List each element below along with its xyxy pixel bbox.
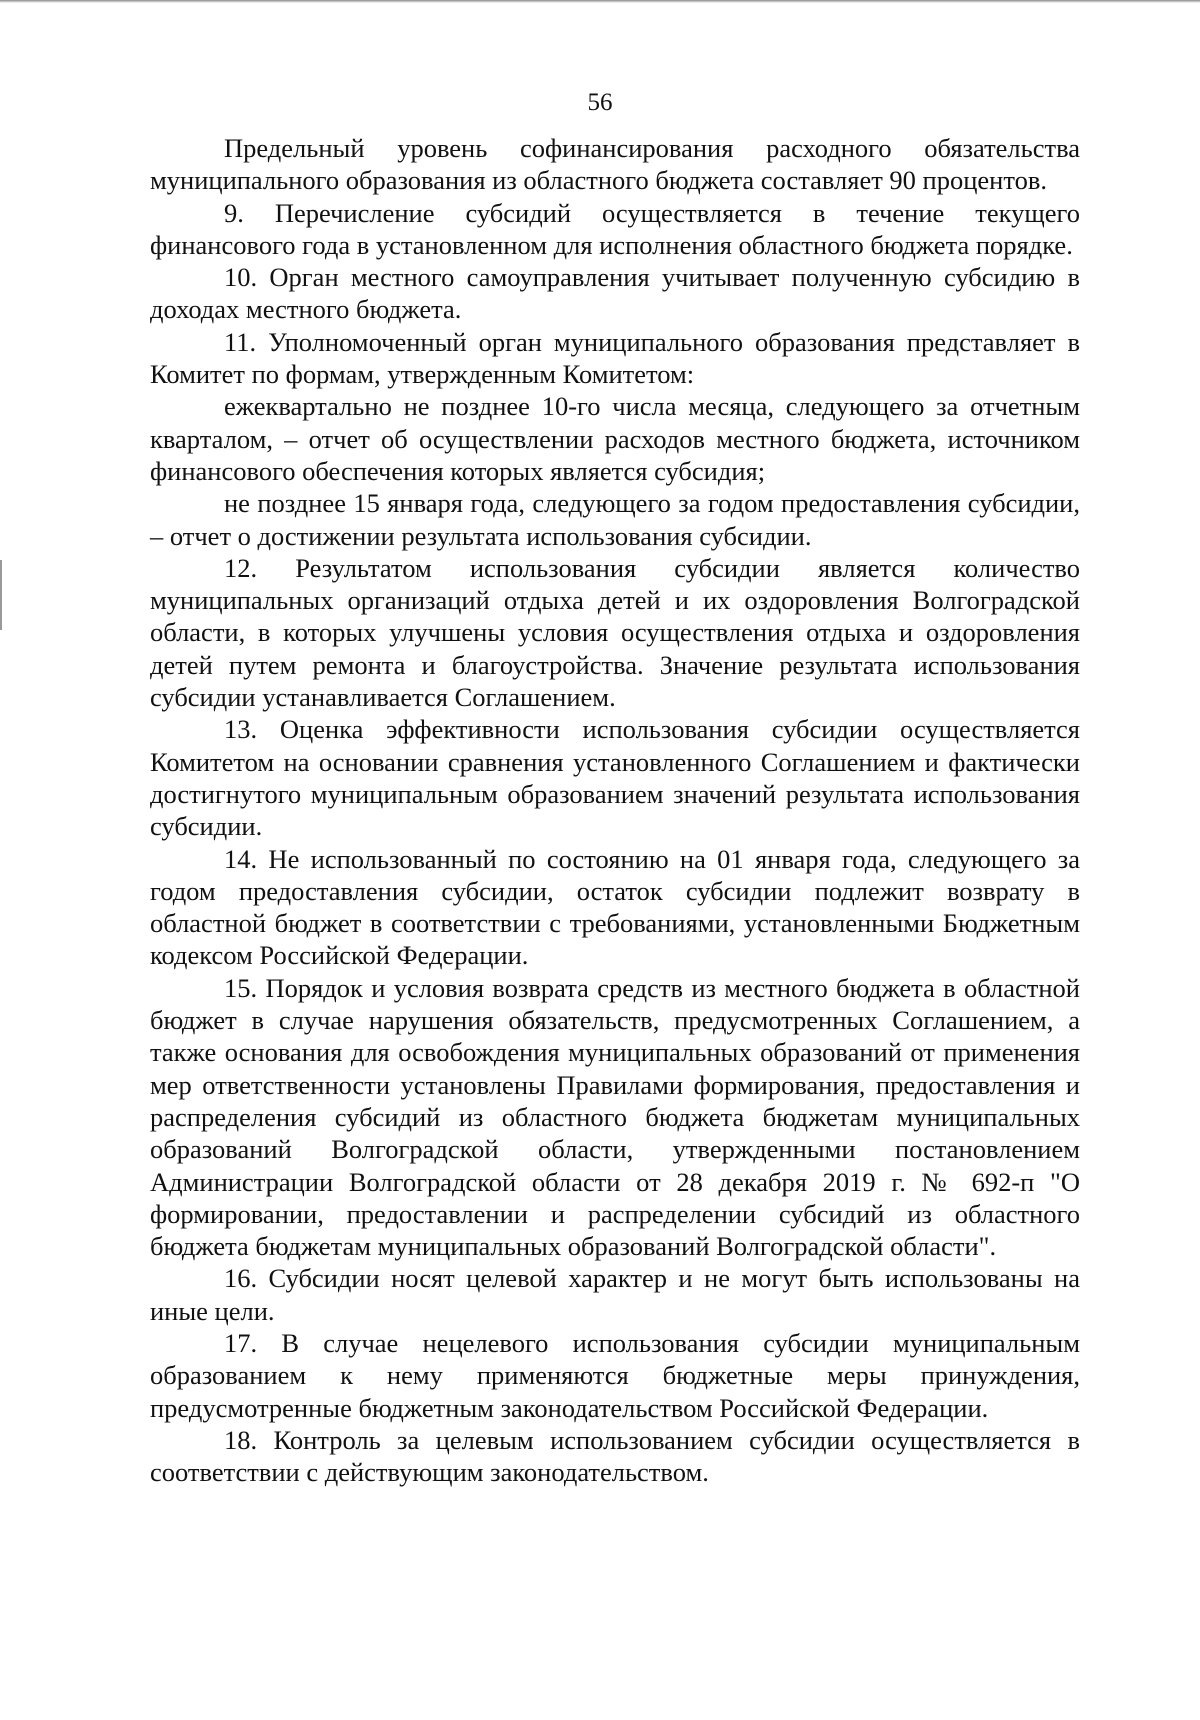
paragraph-12: 12. Результатом использования субсидии является количество муниципальных организаций отдыха детей и их оздоровления Волгоградской области, в которых улучшены условия осуществления отдыха и оздоровления детей путем ремонта и благоустройства. Значение результата использования субсидии устанавливается Соглашением. (150, 552, 1080, 713)
paragraph-17: 17. В случае нецелевого использования субсидии муниципальным образованием к нему применяются бюджетные меры принуждения, предусмотренные бюджетным законодательством Российской Федерации. (150, 1327, 1080, 1423)
paragraph-15: 15. Порядок и условия возврата средств из местного бюджета в областной бюджет в случае нарушения обязательств, предусмотренных Соглашением, а также основания для освобождения муниципальных образований от применения мер ответственности установлены Правилами формирования, предоставления и распределения субсидий из областного бюджета бюджетам муниципальных образований Волгоградской области, утвержденными постановлением Администрации Волгоградской области от 28 декабря 2019 г. № 692-п "О формировании, предоставлении и распределении субсидий из областного бюджета бюджетам муниципальных образований Волгоградской области". (150, 972, 1080, 1262)
paragraph-11-quarterly-report: ежеквартально не позднее 10-го числа месяца, следующего за отчетным кварталом, – отчет об осуществлении расходов местного бюджета, источником финансового обеспечения которых является субсидия; (150, 391, 1080, 486)
paragraph-14: 14. Не использованный по состоянию на 01 января года, следующего за годом предоставления субсидии, остаток субсидии подлежит возврату в областной бюджет в соответствии с требованиями, установленными Бюджетным кодексом Российской Федерации. (150, 843, 1080, 971)
paragraph-10: 10. Орган местного самоуправления учитывает полученную субсидию в доходах местного бюджета. (150, 262, 1080, 325)
paragraph-13: 13. Оценка эффективности использования субсидии осуществляется Комитетом на основании сравнения установленного Соглашением и фактически достигнутого муниципальным образованием значений результата использования субсидии. (150, 714, 1080, 842)
page-number: 56 (587, 89, 613, 116)
scan-edge-top (0, 0, 1200, 3)
paragraph-16: 16. Субсидии носят целевой характер и не могут быть использованы на иные цели. (150, 1263, 1080, 1326)
document-body (150, 132, 1080, 1488)
paragraph-11-annual-report: не позднее 15 января года, следующего за годом предоставления субсидии, – отчет о достижении результата использования субсидии. (150, 488, 1080, 551)
paragraph-18: 18. Контроль за целевым использованием субсидии осуществляется в соответствии с действующим законодательством. (150, 1424, 1080, 1488)
scan-edge-left (0, 560, 2, 630)
paragraph-11: 11. Уполномоченный орган муниципального образования представляет в Комитет по формам, утвержденным Комитетом: (150, 326, 1080, 390)
paragraph-cofinancing-level: Предельный уровень софинансирования расходного обязательства муниципального образования из областного бюджета составляет 90 процентов. (150, 133, 1080, 196)
paragraph-9: 9. Перечисление субсидий осуществляется в течение текущего финансового года в установленном для исполнения областного бюджета порядке. (150, 197, 1080, 260)
